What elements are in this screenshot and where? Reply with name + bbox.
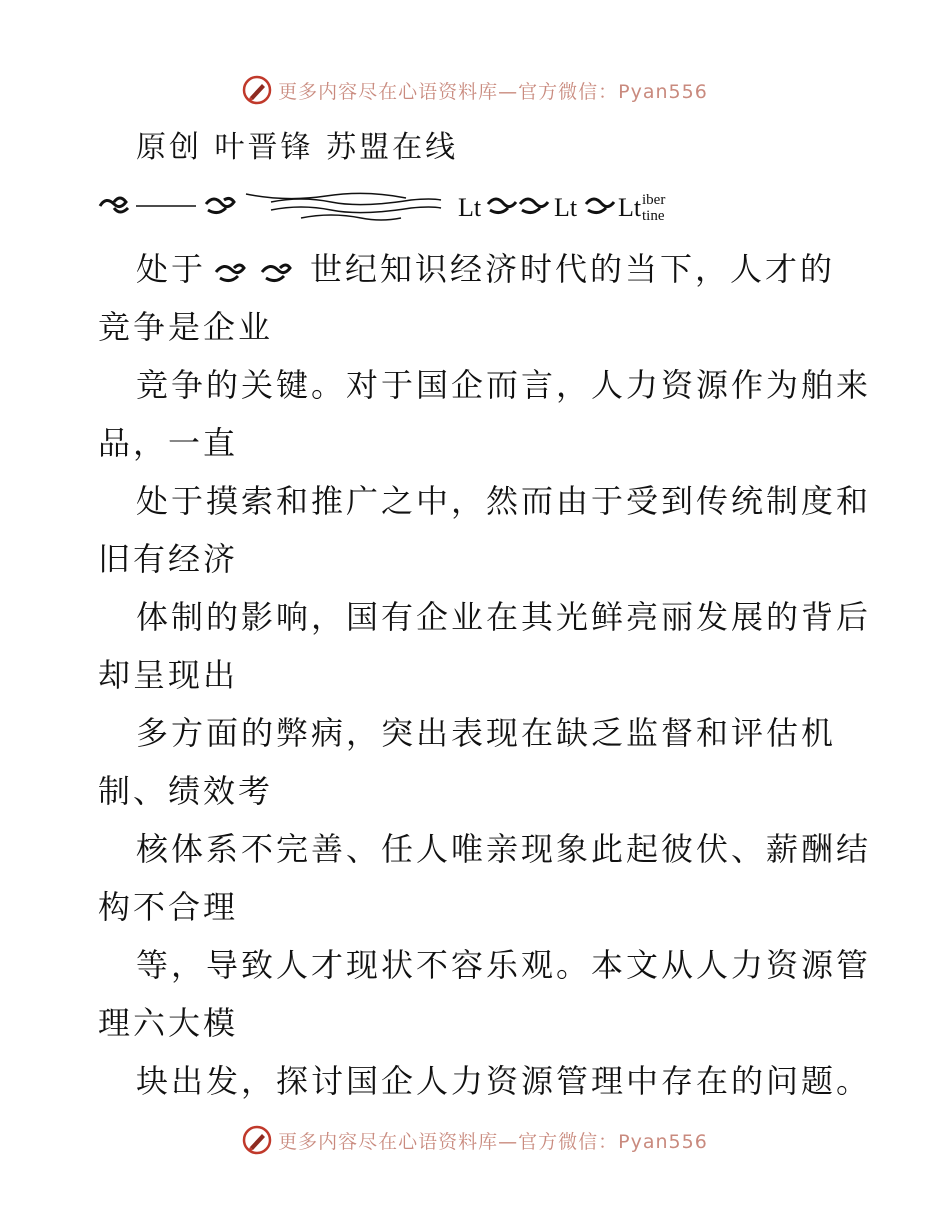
paragraph-line: 体制的影响，国有企业在其光鲜亮丽发展的背后 xyxy=(136,598,872,636)
paragraph-line: 竞争的关键。对于国企而言，人力资源作为舶来 xyxy=(136,366,872,404)
paragraph xyxy=(98,820,888,936)
paragraph-line: 处于摸索和推广之中，然而由于受到传统制度和 xyxy=(136,482,872,520)
paragraph-line: 竞争是企业 xyxy=(98,308,274,346)
ornament-glyph: Lt xyxy=(458,193,482,222)
paragraph xyxy=(98,1052,888,1110)
paragraph-line xyxy=(98,240,888,298)
inline-scroll-ornament-icon xyxy=(212,258,304,286)
paragraph xyxy=(98,472,888,588)
paragraph xyxy=(98,588,888,704)
paragraph-line: 却呈现出 xyxy=(98,656,239,694)
paragraph-line: 制、绩效考 xyxy=(98,772,274,810)
paragraph-line: 块出发，探讨国企人力资源管理中存在的问题。 xyxy=(136,1062,872,1100)
paragraph-line: 旧有经济 xyxy=(98,540,239,578)
ornament-tail-top: iber xyxy=(642,192,666,208)
watermark-text: 更多内容尽在心语资料库—官方微信：Pyan556 xyxy=(278,80,708,103)
paragraph-line: 等，导致人才现状不容乐观。本文从人力资源管 xyxy=(136,946,872,984)
pen-logo-icon xyxy=(242,1125,272,1155)
paragraph-line: 理六大模 xyxy=(98,1004,239,1042)
paragraph-line: 核体系不完善、任人唯亲现象此起彼伏、薪酬结 xyxy=(136,830,872,868)
paragraph-line: 多方面的弊病，突出表现在缺乏监督和评估机 xyxy=(136,714,837,752)
article-byline: 原创 叶晋锋 苏盟在线 xyxy=(136,130,459,165)
bottom-watermark xyxy=(0,1120,950,1160)
pen-logo-icon xyxy=(242,75,272,105)
ornament-glyph: Lt xyxy=(618,193,642,222)
ornament-tail-bottom: tine xyxy=(642,208,665,224)
scroll-ornament-icon xyxy=(206,198,234,212)
paragraph xyxy=(98,240,888,356)
watermark-text: 更多内容尽在心语资料库—官方微信：Pyan556 xyxy=(278,1130,708,1153)
paragraph-line: 品，一直 xyxy=(98,424,239,462)
article-body xyxy=(98,240,888,1110)
text-segment: 世纪知识经济时代的当下，人才的 xyxy=(310,250,836,288)
text-segment: 处于 xyxy=(136,250,207,288)
wave-lines-ornament xyxy=(246,193,441,220)
ornament-divider xyxy=(96,186,676,226)
top-watermark xyxy=(0,70,950,110)
paragraph xyxy=(98,936,888,1052)
scroll-ornament-icon xyxy=(488,199,548,213)
scroll-ornament-icon xyxy=(100,198,128,212)
ornament-glyph: Lt xyxy=(554,193,578,222)
paragraph-line: 构不合理 xyxy=(98,888,239,926)
scroll-ornament-icon xyxy=(586,199,614,213)
paragraph xyxy=(98,356,888,472)
paragraph xyxy=(98,704,888,820)
